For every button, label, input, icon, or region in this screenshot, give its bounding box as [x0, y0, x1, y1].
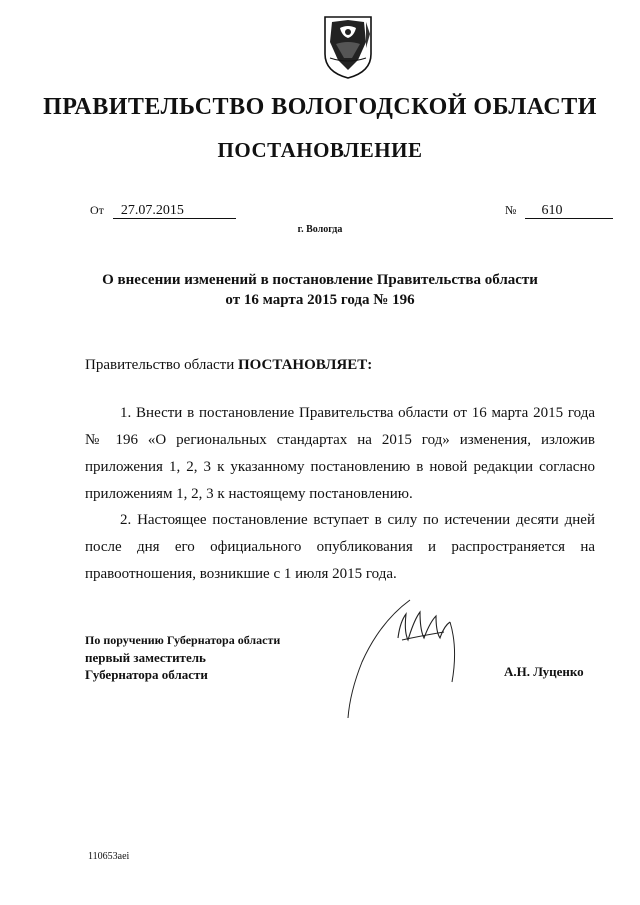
signatory-line-3: Губернатора области — [85, 667, 208, 682]
signatory-line-1: По поручению Губернатора области — [85, 633, 281, 647]
number-prefix: № — [505, 203, 517, 217]
date-prefix: От — [90, 203, 104, 217]
handwritten-signature — [340, 592, 480, 722]
signatory-line-2: первый заместитель — [85, 650, 206, 665]
preamble-text: Правительство области — [85, 357, 238, 373]
signatory-name: А.Н. Луценко — [504, 664, 584, 679]
document-type-title: ПОСТАНОВЛЕНИЕ — [217, 138, 423, 162]
organization-title: ПРАВИТЕЛЬСТВО ВОЛОГОДСКОЙ ОБЛАСТИ — [43, 94, 597, 120]
document-date-row — [90, 203, 236, 219]
preamble — [85, 357, 372, 374]
paragraph-2: 2. Настоящее постановление вступает в силу по истечении десяти дней после дня его официального опубликования и распространяется на правоотношения, возникшие с 1 июля 2015 года. — [85, 512, 595, 582]
coat-of-arms-emblem — [322, 14, 374, 80]
city-label: г. Вологда — [297, 224, 343, 235]
paragraph-1: 1. Внести в постановление Правительства области от 16 марта 2015 года № 196 «О региональных стандартах на 2015 год» изменения, изложив приложения 1, 2, 3 к указанному постановлению в новой редакции согласно приложениям 1, 2, 3 к настоящему постановлению. — [85, 405, 595, 502]
preamble-decree-word: ПОСТАНОВЛЯЕТ: — [237, 357, 373, 373]
document-number: 610 — [525, 204, 613, 219]
subject-line-2: от 16 марта 2015 года № 196 — [225, 292, 415, 308]
document-subject — [80, 270, 560, 310]
footer-code: 110653aei — [88, 851, 130, 862]
document-date: 27.07.2015 — [113, 204, 236, 219]
document-number-row — [505, 203, 613, 219]
signatory-position — [85, 632, 280, 683]
subject-line-1: О внесении изменений в постановление Правительства области — [102, 272, 538, 288]
